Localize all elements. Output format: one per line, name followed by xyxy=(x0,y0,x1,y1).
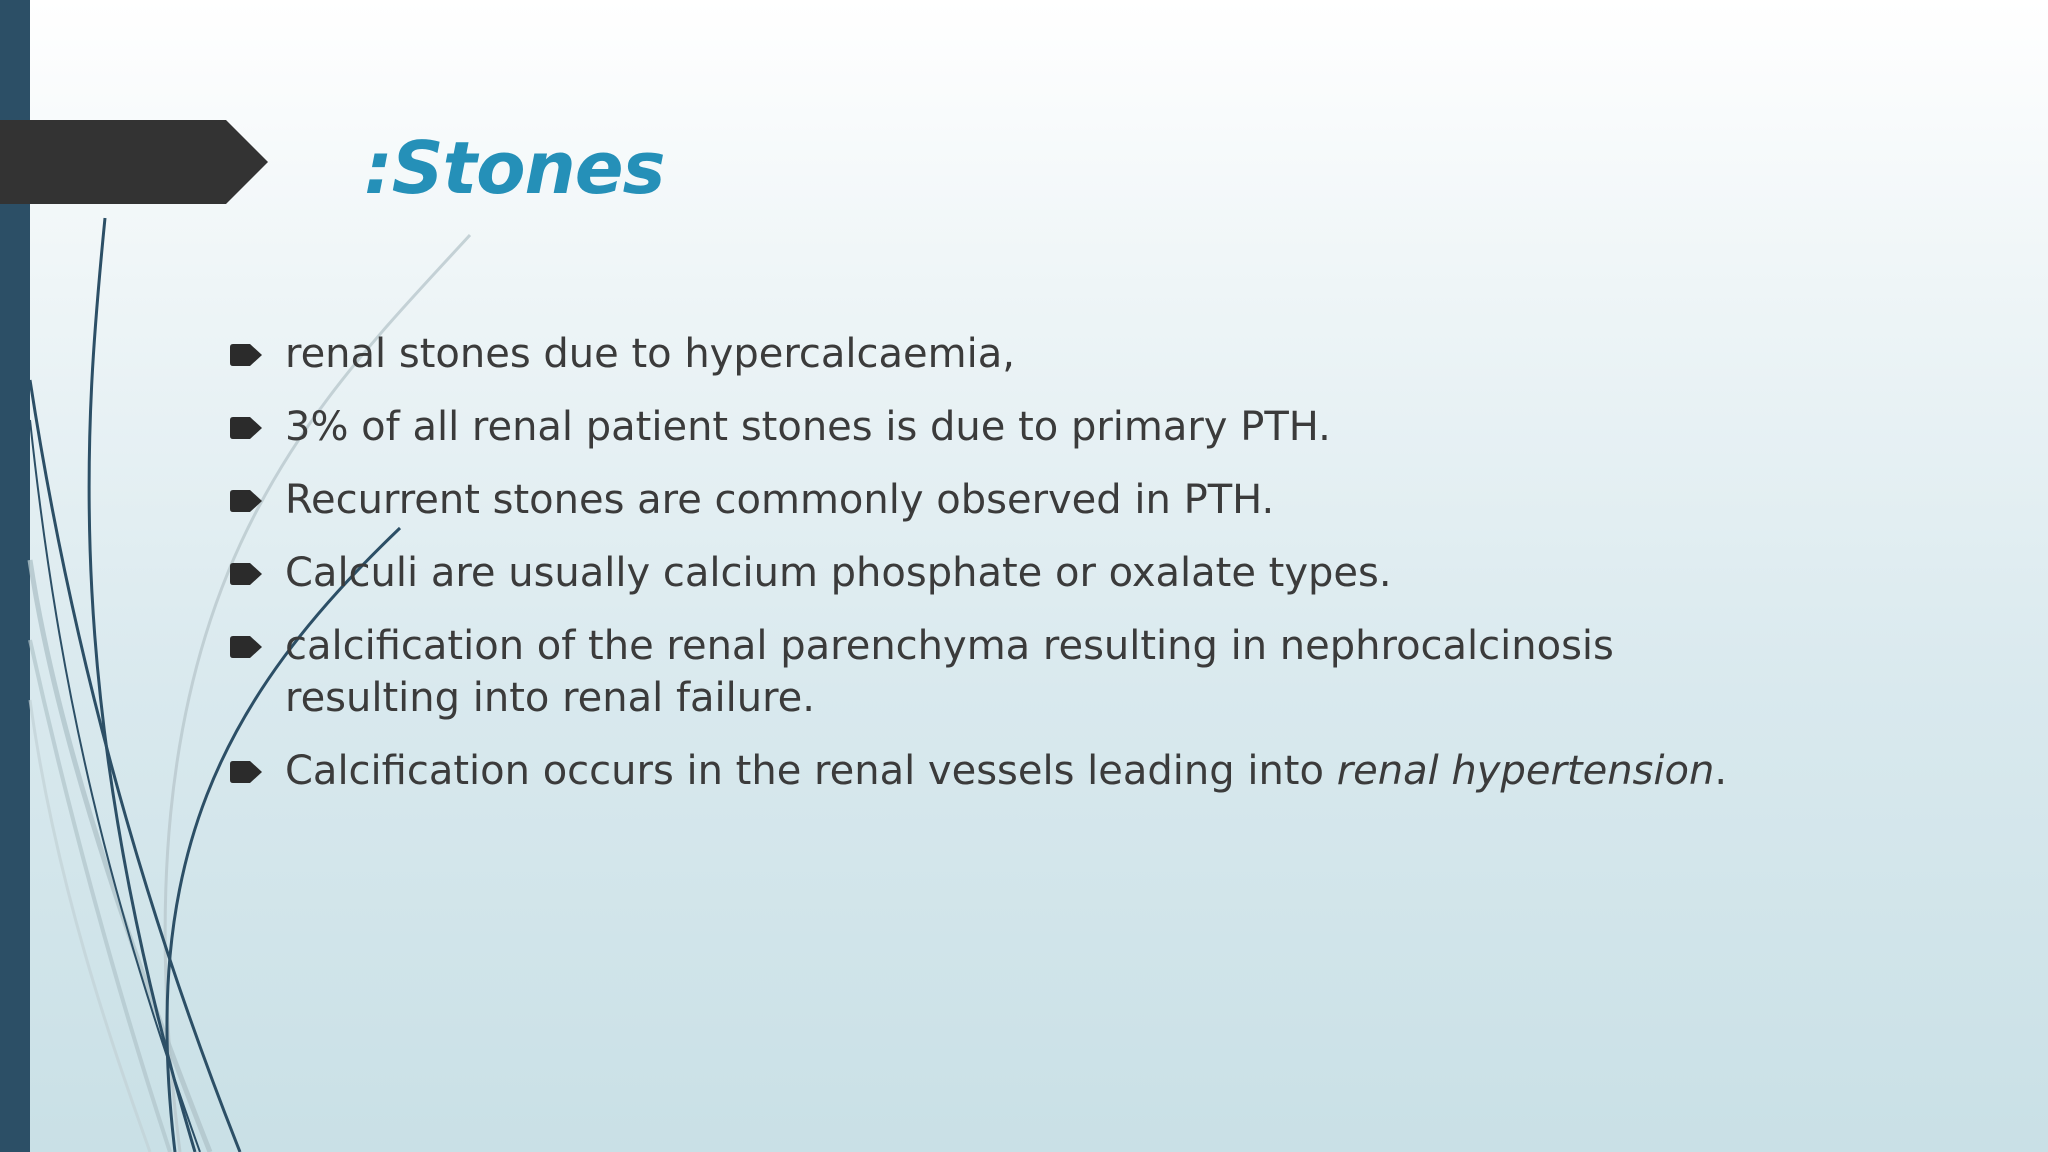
arrow-bullet-icon xyxy=(230,761,262,783)
bullet-item xyxy=(230,401,1750,453)
bullet-text: 3% of all renal patient stones is due to primary PTH. xyxy=(285,404,1331,450)
bullet-item xyxy=(230,474,1750,526)
bullet-text: renal stones due to hypercalcaemia, xyxy=(285,331,1015,377)
arrow-bullet-icon xyxy=(230,344,262,366)
bullet-text-italic: renal hypertension xyxy=(1336,748,1715,794)
bullet-list xyxy=(230,328,1750,818)
bullet-text: Calculi are usually calcium phosphate or oxalate types. xyxy=(285,550,1392,596)
title-arrow-shape xyxy=(0,120,268,204)
bullet-item xyxy=(230,745,1750,797)
arrow-bullet-icon xyxy=(230,490,262,512)
slide-title: :Stones xyxy=(364,126,665,210)
bullet-text-end: . xyxy=(1714,748,1728,794)
bullet-text: Recurrent stones are commonly observed in PTH. xyxy=(285,477,1275,523)
bullet-text xyxy=(285,748,1727,794)
bullet-item xyxy=(230,328,1750,380)
bullet-text-regular: Calcification occurs in the renal vessels leading into xyxy=(285,748,1337,794)
bullet-text: calcification of the renal parenchyma resulting in nephrocalcinosis resulting into renal failure. xyxy=(285,623,1614,721)
arrow-bullet-icon xyxy=(230,417,262,439)
arrow-bullet-icon xyxy=(230,636,262,658)
bullet-item xyxy=(230,620,1750,724)
arrow-bullet-icon xyxy=(230,563,262,585)
bullet-item xyxy=(230,547,1750,599)
